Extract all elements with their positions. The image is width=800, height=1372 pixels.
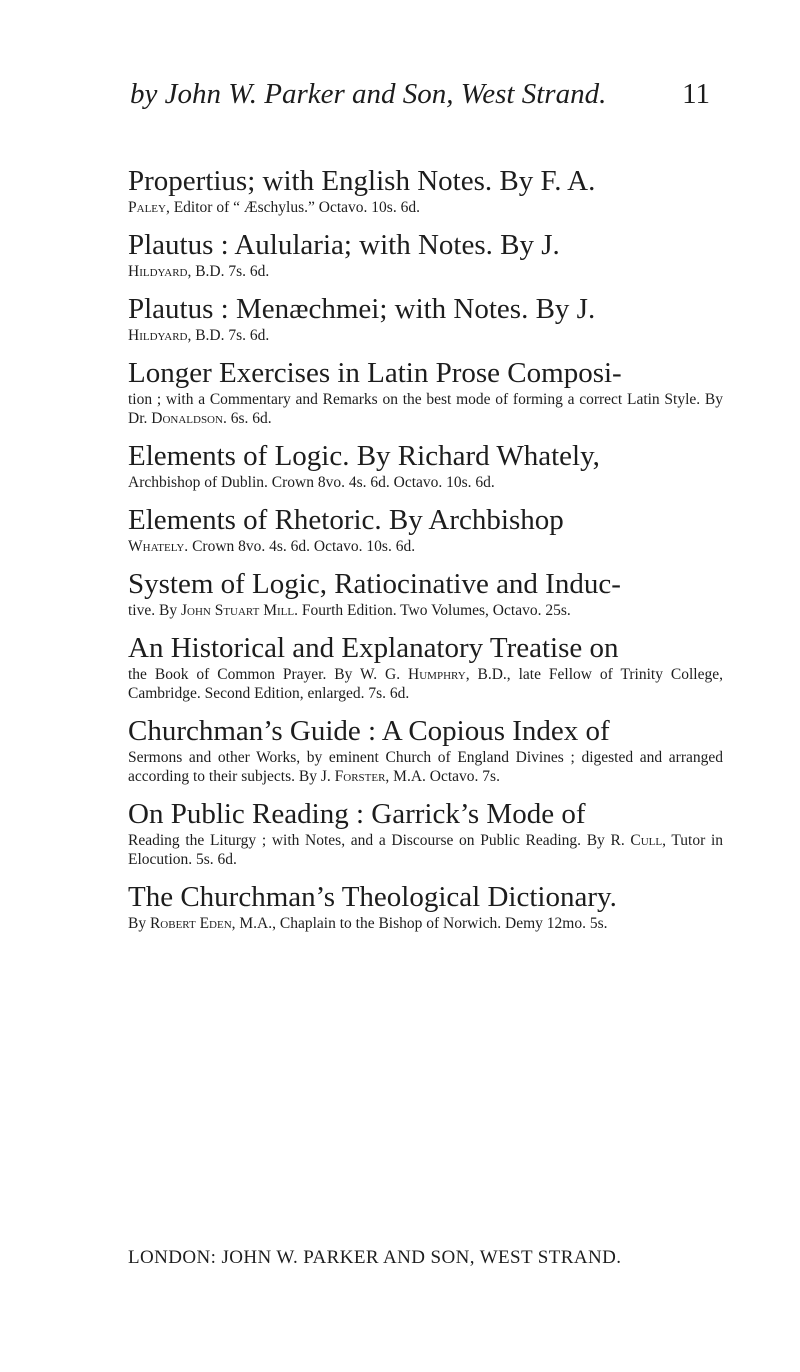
book-details-lead: tive. By: [128, 602, 181, 619]
book-entry: [128, 632, 723, 703]
book-description: [128, 601, 723, 620]
book-details: Tutor in Elocution. 5s. 6d.: [128, 832, 724, 868]
book-author: Donaldson.: [151, 410, 227, 427]
book-details-lead: the Book of Common Prayer. By W. G.: [128, 666, 409, 683]
book-description: [128, 198, 723, 217]
book-title: On Public Reading : Garrick’s Mode of: [128, 798, 586, 830]
book-details: 7s. 6d.: [224, 327, 270, 344]
page-number: 11: [682, 78, 710, 110]
book-details-lead: Archbishop of Dublin. Crown 8vo. 4s. 6d. Octavo. 10s. 6d.: [128, 474, 495, 491]
book-title: The Churchman’s Theological Dictionary.: [128, 881, 617, 913]
book-description: [128, 537, 723, 556]
book-title: Propertius; with English Notes. By F. A.: [128, 165, 596, 197]
book-description: [128, 831, 723, 869]
running-head: [100, 78, 710, 122]
book-author: Paley,: [128, 199, 170, 216]
book-author: Forster, M.A.: [334, 768, 426, 785]
book-description: [128, 665, 723, 703]
book-entry: [128, 293, 723, 345]
book-entry: [128, 881, 723, 933]
book-details-lead: Sermons and other Works, by eminent Church of England Divines ; digested and arranged according to their subjects. By J.: [128, 749, 723, 785]
book-author: Hildyard, B.D.: [128, 263, 225, 280]
book-description: [128, 390, 723, 428]
book-description: [128, 473, 723, 492]
book-details: late Fellow of Trinity College, Cambridge. Second Edition, enlarged. 7s. 6d.: [128, 666, 723, 702]
book-description: [128, 262, 723, 281]
book-author: John Stuart Mill.: [180, 602, 298, 619]
book-description: [128, 748, 723, 786]
book-description: [128, 326, 723, 345]
book-entry: [128, 504, 723, 556]
book-entry: [128, 440, 723, 492]
book-title: Elements of Logic. By Richard Whately,: [128, 440, 600, 472]
book-details: Crown 8vo. 4s. 6d. Octavo. 10s. 6d.: [188, 538, 416, 555]
book-details: Editor of “ Æschylus.” Octavo. 10s. 6d.: [169, 199, 420, 216]
book-title: Plautus : Menæchmei; with Notes. By J.: [128, 293, 596, 325]
book-details-lead: tion ; with a Commentary and Remarks on the best mode of forming a correct Latin Style. By Dr.: [128, 391, 723, 427]
book-description: [128, 914, 723, 933]
book-title: Elements of Rhetoric. By Archbishop: [128, 504, 564, 536]
book-title: Churchman’s Guide : A Copious Index of: [128, 715, 610, 747]
book-author: Robert Eden, M.A.,: [149, 915, 277, 932]
book-list: [128, 165, 723, 945]
book-details-lead: By: [128, 915, 150, 932]
book-author: Whately.: [128, 538, 189, 555]
book-entry: [128, 229, 723, 281]
book-entry: [128, 715, 723, 786]
book-entry: [128, 357, 723, 428]
book-entry: [128, 568, 723, 620]
book-title: An Historical and Explanatory Treatise on: [128, 632, 619, 664]
book-details: 6s. 6d.: [226, 410, 272, 427]
book-details: 7s. 6d.: [224, 263, 270, 280]
book-entry: [128, 798, 723, 869]
book-author: Hildyard, B.D.: [128, 327, 225, 344]
book-details: Octavo. 7s.: [425, 768, 500, 785]
book-details-lead: Reading the Liturgy ; with Notes, and a Discourse on Public Reading. By R.: [128, 832, 631, 849]
book-author: Cull,: [630, 832, 666, 849]
book-title: Plautus : Aulularia; with Notes. By J.: [128, 229, 560, 261]
book-entry: [128, 165, 723, 217]
book-title: Longer Exercises in Latin Prose Composi-: [128, 357, 622, 389]
book-details: Fourth Edition. Two Volumes, Octavo. 25s.: [297, 602, 571, 619]
book-title: System of Logic, Ratiocinative and Induc-: [128, 568, 621, 600]
running-head-imprint: by John W. Parker and Son, West Strand.: [130, 78, 607, 110]
book-details: Chaplain to the Bishop of Norwich. Demy 12mo. 5s.: [276, 915, 608, 932]
book-author: Humphry, B.D.,: [408, 666, 511, 683]
publisher-footer: LONDON: JOHN W. PARKER AND SON, WEST STRAND.: [128, 1247, 622, 1268]
